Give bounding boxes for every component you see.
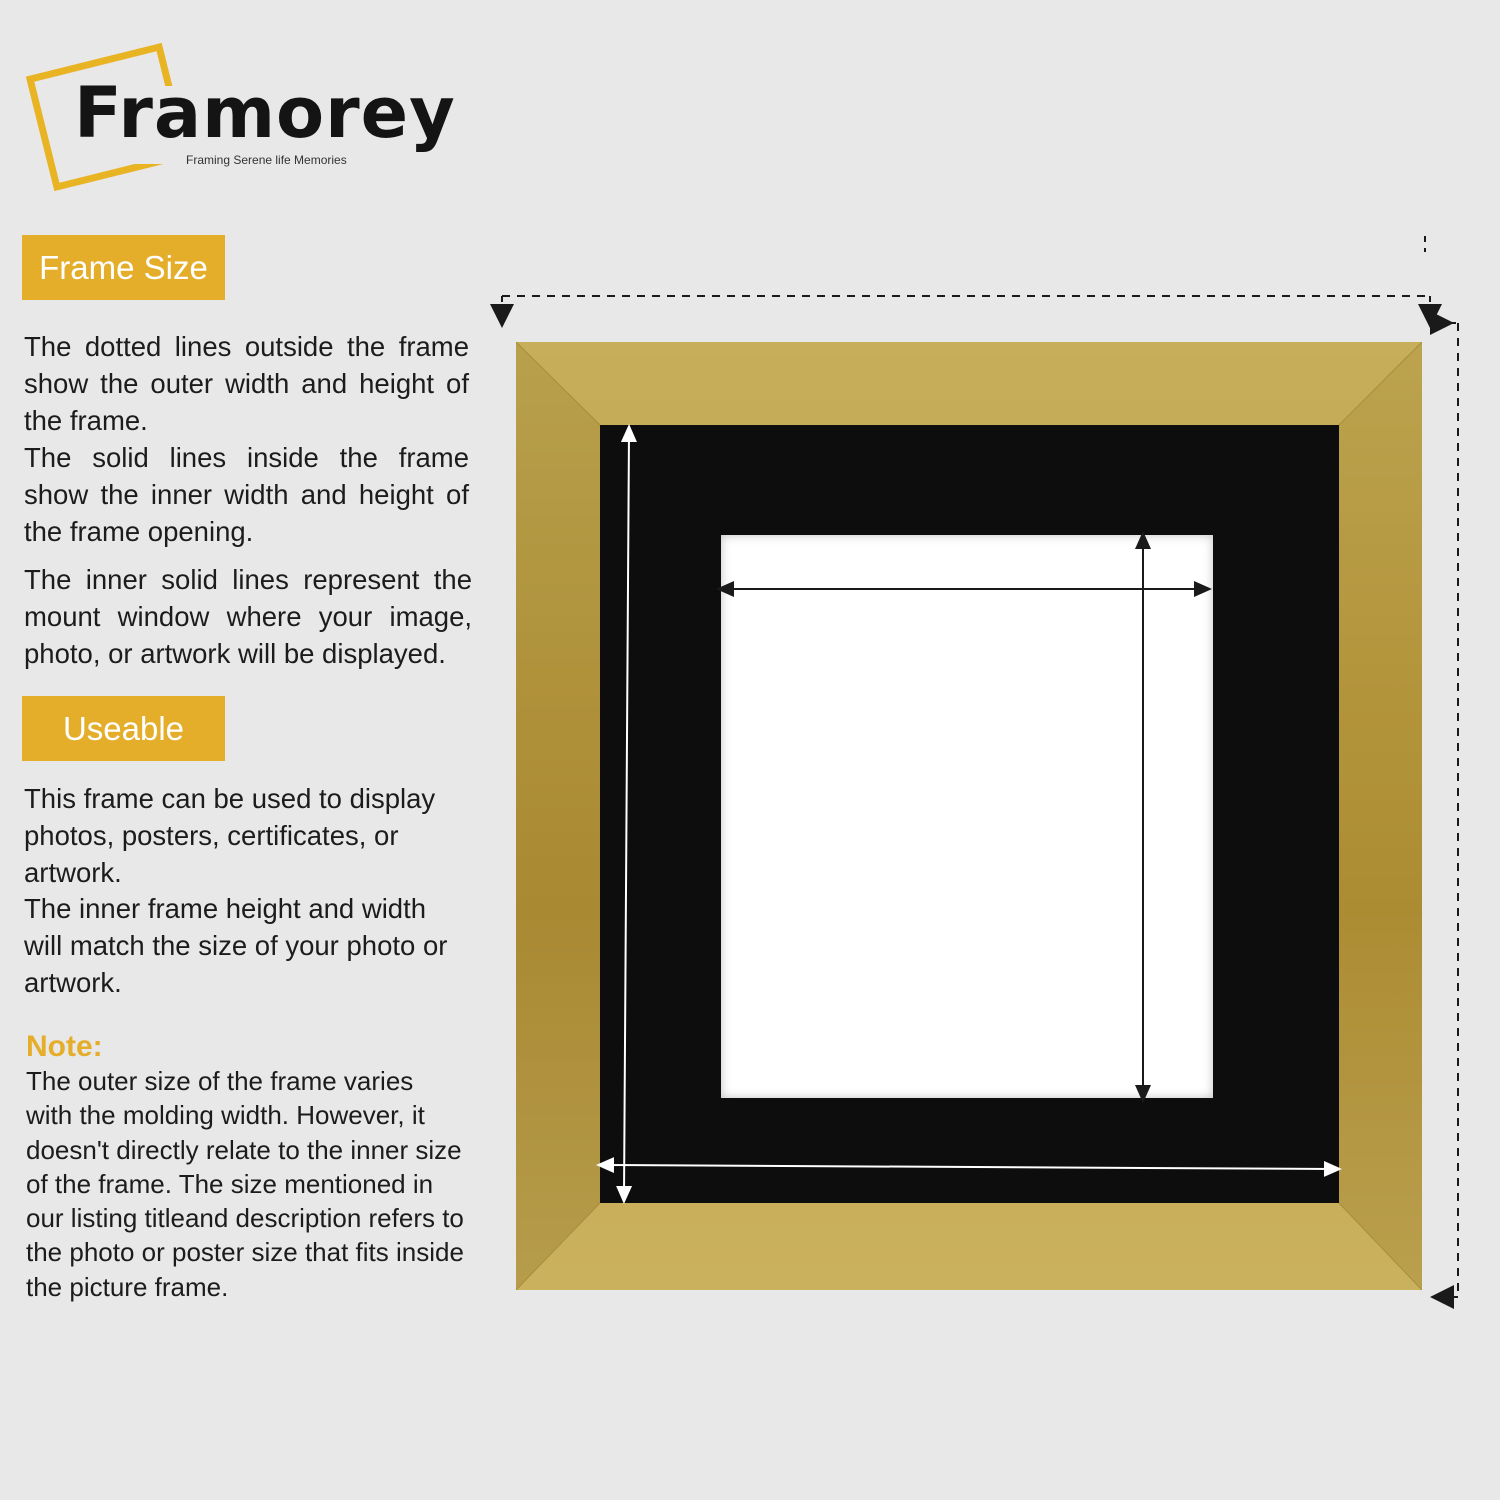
- note-heading: Note:: [26, 1030, 103, 1063]
- note-text: The outer size of the frame varies with the molding width. However, it doesn't directly relate to the inner size of the frame. The size mentioned in our listing titleand description refers to the photo or poster size that fits inside the picture frame.: [26, 1066, 464, 1302]
- brand-tagline: Framing Serene life Memories: [186, 153, 347, 167]
- outer-height-dotted-line: [1442, 323, 1458, 1297]
- outer-width-dotted-line: [502, 236, 1430, 316]
- inner-width-line: [604, 1165, 1334, 1169]
- frame-size-paragraph-2: The solid lines inside the frame show the inner width and height of the frame opening.: [24, 442, 469, 547]
- useable-heading: Useable: [22, 696, 225, 761]
- frame-size-paragraph-3: The inner solid lines represent the mount window where your image, photo, or artwork will be displayed.: [24, 564, 472, 669]
- inner-height-line: [624, 432, 629, 1196]
- frame-size-heading: Frame Size: [22, 235, 225, 300]
- frame-size-paragraph-1: The dotted lines outside the frame show the outer width and height of the frame.: [24, 331, 469, 436]
- useable-paragraph-1: This frame can be used to display photos, posters, certificates, or artwork.: [24, 783, 436, 888]
- brand-name: Framorey: [74, 72, 456, 154]
- useable-paragraph-2: The inner frame height and width will match the size of your photo or artwork.: [24, 893, 448, 998]
